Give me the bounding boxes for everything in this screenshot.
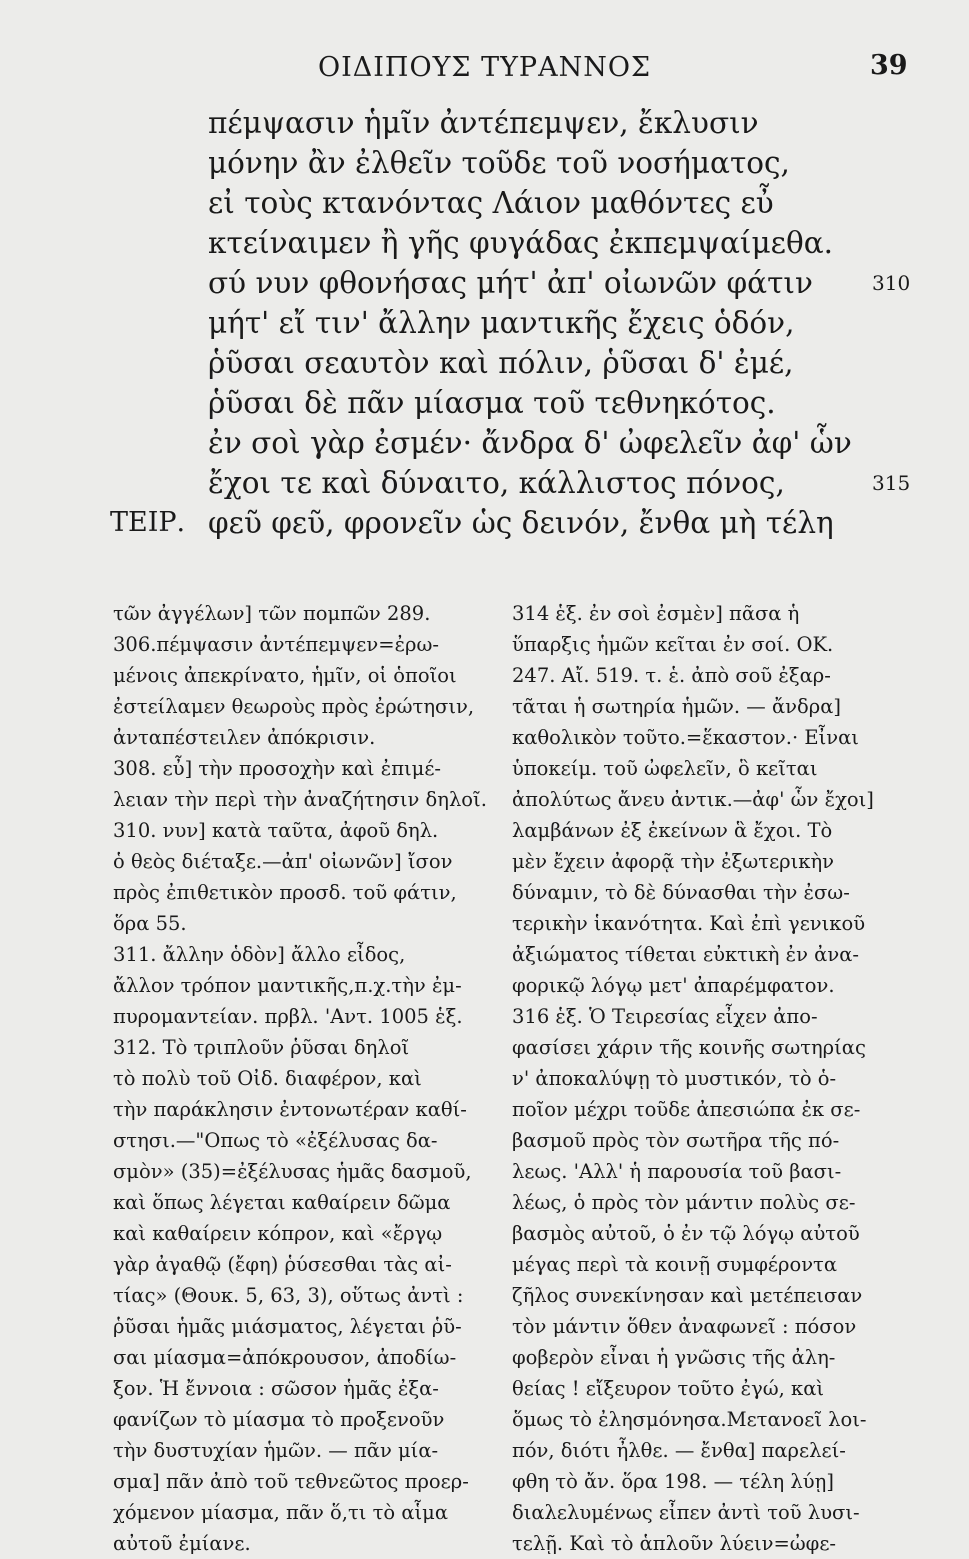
commentary-line: τὴν παράκλησιν ἐντονωτέραν καθί-	[113, 1098, 467, 1121]
commentary-line: ν' ἀποκαλύψῃ τὸ μυστικόν, τὸ ὁ-	[512, 1067, 837, 1090]
commentary-line: φορικῷ λόγῳ μετ' ἀπαρέμφατον.	[512, 974, 835, 997]
commentary-line: στησι.—"Οπως τὸ «ἐξέλυσας δα-	[113, 1129, 438, 1152]
commentary-line: τὴν δυστυχίαν ἡμῶν. — πᾶν μία-	[113, 1439, 439, 1462]
verse-line: μόνην ἂν ἐλθεῖν τοῦδε τοῦ νοσήματος,	[208, 146, 790, 180]
commentary-line: τῶν ἀγγέλων] τῶν πομπῶν 289.	[113, 602, 431, 625]
commentary-right-column	[512, 598, 872, 1559]
commentary-line: ὕπαρξις ἡμῶν κεῖται ἐν σοί. ΟΚ.	[512, 633, 834, 656]
verse-line: κτείναιμεν ἢ γῆς φυγάδας ἐκπεμψαίμεθα.	[208, 226, 834, 260]
commentary-line: πυρομαντείαν. πρβλ. 'Αντ. 1005 ἑξ.	[113, 1005, 463, 1028]
commentary-line: 310. νυν] κατὰ ταῦτα, ἀφοῦ δηλ.	[113, 819, 439, 842]
commentary-line: σαι μίασμα=ἀπόκρουσον, ἀποδίω-	[113, 1346, 457, 1369]
commentary-line: καθολικὸν τοῦτο.=ἕκαστον.· Εἶναι	[512, 726, 859, 749]
verse-line: σύ νυν φθονήσας μήτ' ἀπ' οἰωνῶν φάτιν	[208, 266, 813, 300]
commentary-line: πρὸς ἐπιθετικὸν προσδ. τοῦ φάτιν,	[113, 881, 457, 904]
commentary-line: 314 ἑξ. ἐν σοὶ ἐσμὲν] πᾶσα ἡ	[512, 602, 800, 625]
commentary-line: ὑποκείμ. τοῦ ὠφελεῖν, ὃ κεῖται	[512, 757, 818, 780]
commentary-line: βασμὸς αὐτοῦ, ὁ ἐν τῷ λόγῳ αὐτοῦ	[512, 1222, 860, 1245]
commentary-line: μέγας περὶ τὰ κοινῇ συμφέροντα	[512, 1253, 838, 1276]
commentary-line: γὰρ ἀγαθῷ (ἔφη) ῥύσεσθαι τὰς αἰ-	[113, 1253, 452, 1276]
commentary-line: τὸν μάντιν ὅθεν ἀναφωνεῖ : πόσον	[512, 1315, 857, 1338]
commentary-line: ὅρα 55.	[113, 912, 187, 935]
commentary-line: ξον. Ἡ ἔννοια : σῶσον ἡμᾶς ἐξα-	[113, 1377, 439, 1400]
commentary-line: λαμβάνων ἐξ ἐκείνων ἃ ἔχοι. Τὸ	[512, 819, 833, 842]
commentary-line: σμὸν» (35)=ἐξέλυσας ἡμᾶς δασμοῦ,	[113, 1160, 472, 1183]
commentary-line: ζῆλος συνεκίνησαν καὶ μετέπεισαν	[512, 1284, 863, 1307]
commentary-line: δύναμιν, τὸ δὲ δύνασθαι τὴν ἐσω-	[512, 881, 850, 904]
commentary-line: ἀπολύτως ἄνευ ἀντικ.—ἀφ' ὧν ἔχοι]	[512, 788, 874, 811]
commentary-line: 308. εὖ] τὴν προσοχὴν καὶ ἐπιμέ-	[113, 757, 442, 780]
commentary-line: μένοις ἀπεκρίνατο, ἡμῖν, οἱ ὁποῖοι	[113, 664, 457, 687]
commentary-line: ἐστείλαμεν θεωροὺς πρὸς ἐρώτησιν,	[113, 695, 475, 718]
commentary-line: τᾶται ἡ σωτηρία ἡμῶν. — ἄνδρα]	[512, 695, 842, 718]
commentary-line: φθη τὸ ἄν. ὅρα 198. — τέλη λύῃ]	[512, 1470, 834, 1493]
commentary-line: τὸ πολὺ τοῦ Οἰδ. διαφέρον, καὶ	[113, 1067, 422, 1090]
commentary-line: ῥῦσαι ἡμᾶς μιάσματος, λέγεται ῥῦ-	[113, 1315, 462, 1338]
verse-line: φεῦ φεῦ, φρονεῖν ὡς δεινόν, ἔνθα μὴ τέλη	[208, 506, 834, 540]
verse-line: εἰ τοὺς κτανόντας Λάιον μαθόντες εὖ	[208, 186, 774, 220]
commentary-line: φασίσει χάριν τῆς κοινῆς σωτηρίας	[512, 1036, 866, 1059]
commentary-line: θείας ! εἴξευρον τοῦτο ἐγώ, καὶ	[512, 1377, 825, 1400]
commentary-line: ἀξιώματος τίθεται εὐκτικὴ ἐν ἀνα-	[512, 943, 859, 966]
commentary-line: φοβερὸν εἶναι ἡ γνῶσις τῆς ἀλη-	[512, 1346, 836, 1369]
running-title: ΟΙΔΙΠΟΥΣ ΤΥΡΑΝΝΟΣ	[317, 52, 652, 83]
speaker-label: ΤΕΙΡ.	[110, 507, 186, 538]
commentary-line: πόν, διότι ἦλθε. — ἔνθα] παρελεί-	[512, 1439, 846, 1462]
commentary-line: ἀνταπέστειλεν ἀπόκρισιν.	[113, 726, 376, 749]
line-number-315: 315	[872, 471, 911, 495]
commentary-line: 312. Τὸ τριπλοῦν ῥῦσαι δηλοῖ	[113, 1036, 410, 1059]
page-number: 39	[870, 50, 908, 81]
verse-line: ῥῦσαι δὲ πᾶν μίασμα τοῦ τεθνηκότος.	[208, 386, 776, 420]
commentary-line: 247. Αἴ. 519. τ. ἑ. ἀπὸ σοῦ ἐξαρ-	[512, 664, 831, 687]
commentary-line: φανίζων τὸ μίασμα τὸ προξενοῦν	[113, 1408, 445, 1431]
verse-line: πέμψασιν ἡμῖν ἀντέπεμψεν, ἔκλυσιν	[208, 106, 759, 140]
commentary-line: ὅμως τὸ ἐλησμόνησα.Μετανοεῖ λοι-	[512, 1408, 867, 1431]
commentary-line: λειαν τὴν περὶ τὴν ἀναζήτησιν δηλοῖ.	[113, 788, 487, 811]
commentary-line: καὶ ὅπως λέγεται καθαίρειν δῶμα	[113, 1191, 451, 1214]
commentary-line: διαλελυμένως εἶπεν ἀντὶ τοῦ λυσι-	[512, 1501, 860, 1524]
commentary-line: ἄλλον τρόπον μαντικῆς,π.χ.τὴν ἐμ-	[113, 974, 462, 997]
commentary-line: ὁ θεὸς διέταξε.—ἀπ' οἰωνῶν] ἴσον	[113, 850, 453, 873]
line-number-310: 310	[872, 271, 911, 295]
commentary-line: τίας» (Θουκ. 5, 63, 3), οὕτως ἀντὶ :	[113, 1284, 464, 1307]
commentary-line: σμα] πᾶν ἀπὸ τοῦ τεθνεῶτος προερ-	[113, 1470, 469, 1493]
commentary-line: βασμοῦ πρὸς τὸν σωτῆρα τῆς πό-	[512, 1129, 840, 1152]
commentary-line: 306.πέμψασιν ἀντέπεμψεν=ἐρω-	[113, 633, 439, 656]
commentary-left-column	[113, 598, 487, 1559]
commentary-line: ποῖον μέχρι τοῦδε ἀπεσιώπα ἐκ σε-	[512, 1098, 861, 1121]
verse-line: ἔχοι τε καὶ δύναιτο, κάλλιστος πόνος,	[208, 466, 785, 500]
commentary-line: λεως. 'Αλλ' ἡ παρουσία τοῦ βασι-	[512, 1160, 842, 1183]
commentary-line: μὲν ἔχειν ἀφορᾷ τὴν ἐξωτερικὴν	[512, 850, 835, 873]
verse-line: μήτ' εἴ τιν' ἄλλην μαντικῆς ἔχεις ὁδόν,	[208, 306, 795, 340]
commentary-line: λέως, ὁ πρὸς τὸν μάντιν πολὺς σε-	[512, 1191, 856, 1214]
commentary-line: 311. ἄλλην ὁδὸν] ἄλλο εἶδος,	[113, 943, 406, 966]
verse-line: ἐν σοὶ γὰρ ἐσμέν· ἄνδρα δ' ὠφελεῖν ἀφ' ὧν	[208, 426, 852, 460]
commentary-line: καὶ καθαίρειν κόπρον, καὶ «ἔργῳ	[113, 1222, 443, 1245]
commentary-line: τελῇ. Καὶ τὸ ἁπλοῦν λύειν=ὠφε-	[512, 1532, 837, 1555]
commentary-line: 316 ἑξ. Ὁ Τειρεσίας εἶχεν ἀπο-	[512, 1005, 818, 1028]
verse-line: ῥῦσαι σεαυτὸν καὶ πόλιν, ῥῦσαι δ' ἐμέ,	[208, 346, 794, 380]
commentary-line: χόμενον μίασμα, πᾶν ὅ,τι τὸ αἷμα	[113, 1501, 449, 1524]
commentary-line: αὐτοῦ ἐμίανε.	[113, 1532, 251, 1555]
commentary-line: τερικὴν ἱκανότητα. Καὶ ἐπὶ γενικοῦ	[512, 912, 866, 935]
